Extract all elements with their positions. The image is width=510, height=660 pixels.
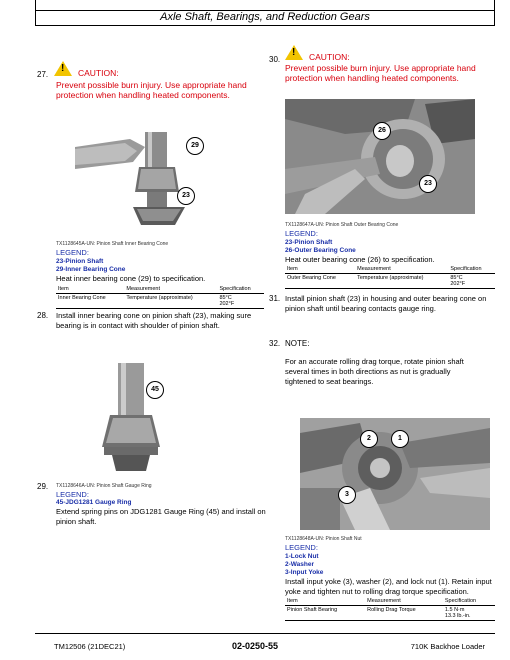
spec-table-header-row <box>56 285 264 294</box>
step-27-spec-table <box>56 285 264 309</box>
spec-cell-item: Pinion Shaft Bearing <box>285 606 365 621</box>
spec-cell-specification <box>443 606 495 621</box>
step-29-legend-title: LEGEND: <box>56 490 89 499</box>
spec-header-specification: Specification <box>443 597 495 606</box>
spec-value-imperial: 202°F <box>450 281 466 287</box>
step-32-legend-title: LEGEND: <box>285 543 318 552</box>
step-29-text-2: pinion shaft. <box>56 517 97 526</box>
step-27-caution-text-2: protection when handling heated components. <box>56 90 230 100</box>
step-32-body-text-1: Install input yoke (3), washer (2), and lock nut (1). Retain input <box>285 577 492 586</box>
footer-page-number: 02-0250-55 <box>231 641 279 651</box>
spec-value-metric: 1.5 N·m <box>444 607 465 613</box>
caution-icon: ! <box>285 42 303 60</box>
step-32-legend-item: 3-Input Yoke <box>285 569 324 576</box>
spec-header-specification: Specification <box>448 265 495 274</box>
spec-header-item: Item <box>285 597 365 606</box>
callout-29: 29 <box>186 137 204 155</box>
step-30-figure-caption: TX1128647A-UN: Pinion Shaft Outer Bearing Cone <box>285 222 399 228</box>
spec-cell-specification <box>217 294 264 309</box>
step-27-legend-title: LEGEND: <box>56 248 89 257</box>
step-27-legend-item: 29-Inner Bearing Cone <box>56 266 126 273</box>
step-30-caution-text-2: protection when handling heated components. <box>285 73 459 83</box>
spec-cell-measurement: Temperature (approximate) <box>355 274 448 289</box>
step-32-spec-table <box>285 597 495 621</box>
page-header-title: Axle Shaft, Bearings, and Reduction Gears <box>160 11 370 23</box>
pinion-outer-bearing-illustration <box>285 99 475 214</box>
spec-value-imperial: 13.3 lb.-in. <box>444 613 471 619</box>
step-27-number: 27. <box>37 70 49 79</box>
step-29-legend-item: 45-JDG1281 Gauge Ring <box>56 499 132 506</box>
step-27-caution-text-1: Prevent possible burn injury. Use appropriate hand <box>56 80 247 90</box>
spec-value-metric: 85°C <box>219 295 232 301</box>
spec-value-metric: 85°C <box>450 275 463 281</box>
spec-header-specification: Specification <box>217 285 264 294</box>
step-30-caution-text-1: Prevent possible burn injury. Use appropriate hand <box>285 63 476 73</box>
step-31-number: 31. <box>269 294 281 303</box>
caution-icon: ! <box>54 58 72 76</box>
spec-cell-measurement: Temperature (approximate) <box>124 294 217 309</box>
spec-cell-measurement: Rolling Drag Torque <box>365 606 443 621</box>
spec-header-measurement: Measurement <box>355 265 448 274</box>
callout-45: 45 <box>146 381 164 399</box>
spec-table-header-row <box>285 265 495 274</box>
step-32-note-line-1: For an accurate rolling drag torque, rotate pinion shaft <box>285 357 464 366</box>
step-30-legend-title: LEGEND: <box>285 229 318 238</box>
step-30-spec-table <box>285 265 495 289</box>
spec-cell-item: Inner Bearing Cone <box>56 294 124 309</box>
callout-23: 23 <box>177 187 195 205</box>
step-30-number: 30. <box>269 55 281 64</box>
spec-table-header-row <box>285 597 495 606</box>
callout-23: 23 <box>419 175 437 193</box>
step-30-legend-item: 23-Pinion Shaft <box>285 239 333 246</box>
step-30-caution-label: CAUTION: <box>309 52 350 62</box>
step-31-text-1: Install pinion shaft (23) in housing and outer bearing cone on <box>285 294 487 303</box>
table-row <box>56 294 264 309</box>
header-bottom-rule <box>35 25 495 26</box>
callout-26: 26 <box>373 122 391 140</box>
footer-rule <box>35 633 495 634</box>
step-27-caution-label: CAUTION: <box>78 68 119 78</box>
spec-cell-specification <box>448 274 495 289</box>
step-29-text-1: Extend spring pins on JDG1281 Gauge Ring (45) and install on <box>56 507 266 516</box>
callout-3: 3 <box>338 486 356 504</box>
step-28-text-1: Install inner bearing cone on pinion shaft (23), making sure <box>56 311 252 320</box>
pinion-inner-bearing-photo <box>75 117 225 235</box>
step-31-text-2: pinion shaft until bearing contacts gauge ring. <box>285 304 436 313</box>
spec-header-measurement: Measurement <box>124 285 217 294</box>
step-32-note-line-2: several times in both directions as nut is gradually <box>285 367 451 376</box>
pinion-gauge-ring-illustration <box>90 355 205 480</box>
table-row <box>285 274 495 289</box>
callout-1: 1 <box>391 430 409 448</box>
pinion-inner-bearing-illustration <box>75 117 225 235</box>
step-27-body-text: Heat inner bearing cone (29) to specification. <box>56 274 206 283</box>
step-32-note-line-3: tightened to seat bearings. <box>285 377 374 386</box>
step-32-figure-caption: TX1128648A-UN: Pinion Shaft Nut <box>285 536 362 542</box>
pinion-outer-bearing-photo <box>285 99 475 214</box>
step-27-figure-caption: TX1128645A-UN: Pinion Shaft Inner Bearing Cone <box>56 241 169 247</box>
footer-manual-id: TM12506 (21DEC21) <box>54 642 126 651</box>
step-32-legend-item: 2-Washer <box>285 561 315 568</box>
step-32-body-text-2: yoke and tighten nut to rolling drag torque specification. <box>285 587 469 596</box>
step-30-legend-item: 26-Outer Bearing Cone <box>285 247 356 254</box>
pinion-gauge-ring-photo <box>90 355 205 480</box>
step-32-number: 32. <box>269 339 281 348</box>
spec-header-item: Item <box>56 285 124 294</box>
table-row <box>285 606 495 621</box>
step-32-legend-item: 1-Lock Nut <box>285 553 319 560</box>
step-29-figure-caption: TX1128646A-UN: Pinion Shaft Gauge Ring <box>56 483 152 489</box>
step-28-number: 28. <box>37 311 49 320</box>
spec-header-item: Item <box>285 265 355 274</box>
step-29-number: 29. <box>37 482 49 491</box>
spec-header-measurement: Measurement <box>365 597 443 606</box>
spec-cell-item: Outer Bearing Cone <box>285 274 355 289</box>
step-28-text-2: bearing is in contact with shoulder of pinion shaft. <box>56 321 220 330</box>
step-30-body-text: Heat outer bearing cone (26) to specification. <box>285 255 435 264</box>
callout-2: 2 <box>360 430 378 448</box>
spec-value-imperial: 202°F <box>219 301 235 307</box>
footer-machine-name: 710K Backhoe Loader <box>410 642 485 651</box>
pinion-shaft-nut-photo <box>300 418 490 530</box>
step-27-legend-item: 23-Pinion Shaft <box>56 258 104 265</box>
step-32-note-title: NOTE: <box>285 339 310 348</box>
